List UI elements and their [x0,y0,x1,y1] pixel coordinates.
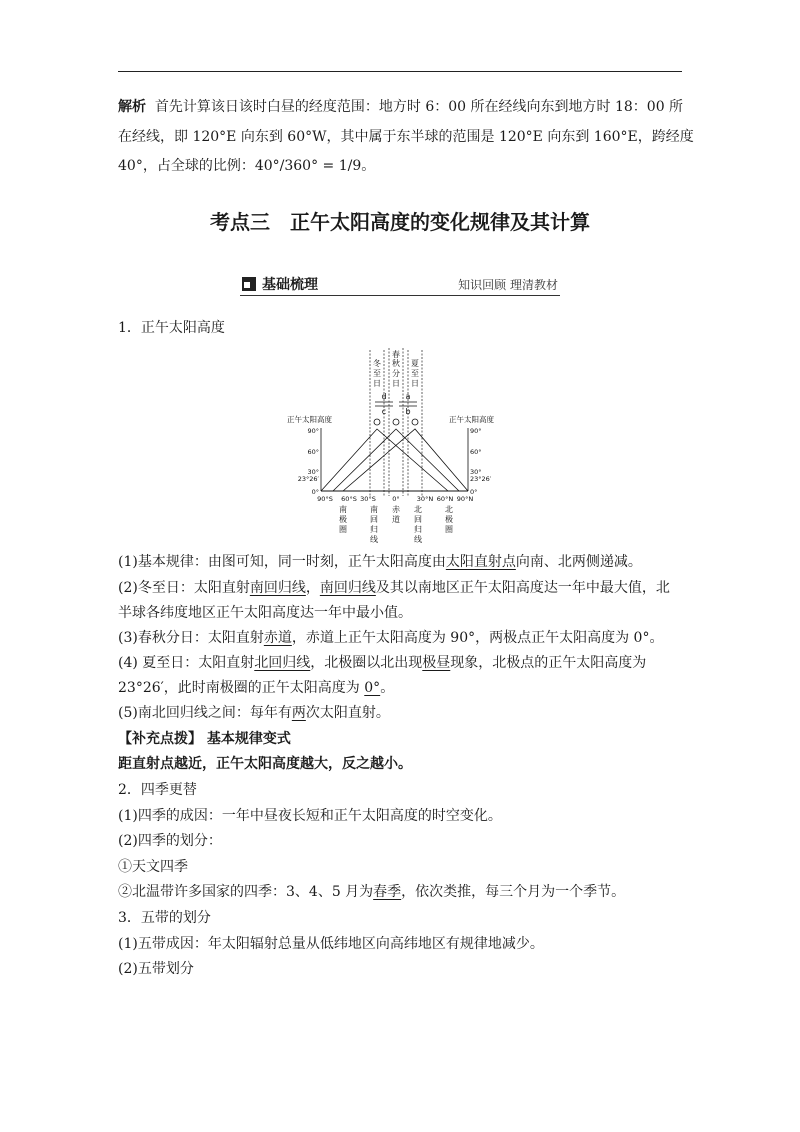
label-winter-2: 至 [373,369,381,378]
label-equinox-2: 秋 [392,359,400,368]
left-axis-title: 正午太阳高度 [287,415,332,424]
bottom-tick-90n: 90°N [456,495,474,503]
right-tick-90: 90° [470,427,482,435]
right-tick-60: 60° [470,448,482,456]
lat-equator-2: 道 [392,515,400,524]
heading-noon-sun-altitude: 1．正午太阳高度 [118,320,225,336]
bottom-tick-30s: 30°S [360,495,376,503]
bottom-tick-0: 0° [392,495,400,503]
label-summer-3: 日 [411,379,419,388]
bottom-tick-30n: 30°N [416,495,434,503]
label-winter-3: 日 [373,379,381,388]
analysis-line-2: 在经线，即 120°E 向东到 60°W，其中属于东半球的范围是 120°E 向东到 160°E，跨经度 [118,129,694,145]
arrow-letter-a: a [405,392,411,401]
answer-zero-degree: 0° [364,680,381,696]
lat-tropic-s-3: 归 [370,525,378,534]
zones-line-1: (1)五带成因：年太阳辐射总量从低纬地区向高纬地区有规律地减少。 [118,936,544,952]
lat-tropic-s-4: 线 [370,535,378,544]
lat-antarctic-2: 极 [339,515,347,524]
arrow-letter-d: d [381,392,387,401]
analysis-label: 解析 [118,99,146,115]
lat-equator-1: 赤 [392,505,400,514]
answer-equator: 赤道 [263,630,292,646]
bottom-tick-60s: 60°S [341,495,357,503]
label-summer-1: 夏 [411,359,419,368]
sun-icon-equinox [393,419,399,425]
analysis-line-1: 解析 首先计算该日该时白昼的经度范围：地方时 6：00 所在经线向东到地方时 18：00 所 [118,99,684,115]
heading-five-zones: 3．五带的划分 [118,910,211,926]
seasons-line-2: (2)四季的划分： [118,833,222,849]
label-equinox-3: 分 [392,369,400,378]
banner-label: 基础梳理 [262,277,318,293]
item-5: (5)南北回归线之间：每年有两次太阳直射。 [118,705,390,721]
answer-twice: 两 [291,705,306,721]
lat-tropic-n-3: 归 [414,525,422,534]
zones-line-2: (2)五带划分 [118,961,194,977]
answer-tropic-cancer: 北回归线 [254,655,311,671]
right-tick-30: 30° [470,468,482,476]
supplement-text: 距直射点越近，正午太阳高度越大，反之越小。 [118,756,412,772]
heading-seasons: 2．四季更替 [118,782,197,798]
lat-tropic-s-1: 南 [370,505,378,514]
lat-tropic-n-4: 线 [414,535,422,544]
bottom-tick-90s: 90°S [317,495,333,503]
sun-icon-summer [412,419,418,425]
right-axis-title: 正午太阳高度 [449,415,494,424]
left-tick-30: 30° [307,468,319,476]
right-tick-0: 0° [470,488,478,496]
right-tick-2326: 23°26′ [470,475,492,483]
banner-square-icon [242,277,256,291]
item-4-line-1: (4) 夏至日：太阳直射北回归线，北极圈以北出现极昼现象，北极点的正午太阳高度为 [118,655,647,671]
section-title: 考点三 正午太阳高度的变化规律及其计算 [210,210,590,234]
arrow-letter-b: b [405,407,411,416]
item-2-line-2: 半球各纬度地区正午太阳高度达一年中最小值。 [118,605,412,621]
lat-arctic-3: 圈 [445,525,453,534]
answer-spring: 春季 [373,884,402,900]
label-equinox-1: 春 [392,350,400,359]
lat-antarctic-3: 圈 [339,525,347,534]
seasons-line-3: ①天文四季 [118,859,188,875]
item-1: (1)基本规律：由图可知，同一时刻，正午太阳高度由太阳直射点向南、北两侧递减。 [118,554,642,570]
item-4-line-2: 23°26′，此时南极圈的正午太阳高度为 0°。 [118,680,395,696]
noon-sun-altitude-diagram [285,346,515,546]
banner-right-text: 知识回顾 理清教材 [458,278,558,292]
lat-tropic-n-2: 回 [414,515,422,524]
seasons-line-1: (1)四季的成因：一年中昼夜长短和正午太阳高度的时空变化。 [118,808,502,824]
label-equinox-4: 日 [392,379,400,388]
seasons-line-4: ②北温带许多国家的四季：3、4、5 月为春季，依次类推，每三个月为一个季节。 [118,884,626,900]
banner-underline [240,295,560,296]
label-winter-1: 冬 [373,359,381,368]
bottom-tick-60n: 60°N [436,495,454,503]
top-rule [118,71,682,72]
lat-arctic-2: 极 [445,515,453,524]
left-tick-2326: 23°26′ [297,475,319,483]
arrow-letter-c: c [381,407,387,416]
basics-banner [240,272,560,296]
answer-polar-day: 极昼 [422,655,451,671]
label-summer-2: 至 [411,369,419,378]
left-tick-0: 0° [311,488,319,496]
supplement-label: 【补充点拨】 基本规律变式 [118,731,291,747]
left-tick-90: 90° [307,427,319,435]
lat-tropic-s-2: 回 [370,515,378,524]
sun-icon-winter [374,419,380,425]
lat-arctic-1: 北 [445,505,453,514]
answer-tropic-capricorn-1: 南回归线 [249,580,306,596]
item-3: (3)春秋分日：太阳直射赤道，赤道上正午太阳高度为 90°，两极点正午太阳高度为 0°。 [118,630,664,646]
answer-tropic-capricorn-2: 南回归线 [319,580,376,596]
lat-tropic-n-1: 北 [414,505,422,514]
left-tick-60: 60° [307,448,319,456]
analysis-line-3: 40°，占全球的比例：40°/360° = 1/9。 [118,158,376,174]
lat-antarctic-1: 南 [339,505,347,514]
answer-subsolar-point: 太阳直射点 [445,554,516,570]
item-2-line-1: (2)冬至日：太阳直射南回归线，南回归线及其以南地区正午太阳高度达一年中最大值，北 [118,580,670,596]
